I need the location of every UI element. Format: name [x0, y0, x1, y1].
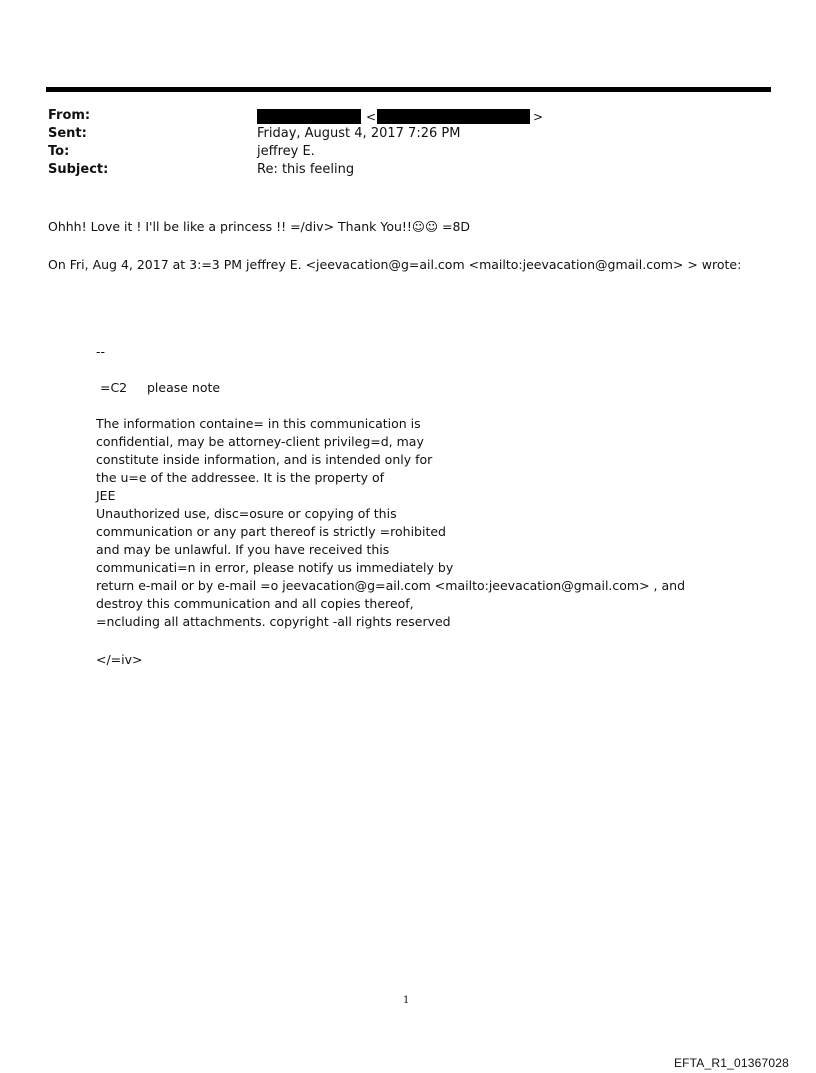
closing-tag: </=iv>	[96, 652, 143, 667]
bates-number: EFTA_R1_01367028	[673, 1056, 789, 1070]
disclaimer-line: JEE	[96, 488, 116, 503]
to-label: To:	[48, 144, 70, 159]
redacted-sender-name	[257, 109, 361, 124]
signature-separator: --	[96, 344, 106, 359]
sent-value: Friday, August 4, 2017 7:26 PM	[257, 126, 461, 141]
disclaimer-line: the u=e of the addressee. It is the property of	[96, 470, 385, 485]
quote-intro: On Fri, Aug 4, 2017 at 3:=3 PM jeffrey E. <jeevacation@g=ail.com <mailto:jeevacation@gmail.com> > wrote:	[48, 257, 742, 272]
subject-value: Re: this feeling	[257, 162, 355, 177]
disclaimer-line: The information containe= in this communication is	[96, 416, 421, 431]
redacted-sender-email	[377, 109, 530, 124]
disclaimer-line: return e-mail or by e-mail =o jeevacation@g=ail.com <mailto:jeevacation@gmail.com> , and	[96, 578, 686, 593]
from-open-bracket: <	[366, 110, 377, 124]
from-label: From:	[48, 108, 91, 123]
disclaimer-line: constitute inside information, and is intended only for	[96, 452, 433, 467]
disclaimer-line: =ncluding all attachments. copyright -all rights reserved	[96, 614, 451, 629]
disclaimer-line: and may be unlawful. If you have received this	[96, 542, 390, 557]
disclaimer-line: communication or any part thereof is strictly =rohibited	[96, 524, 446, 539]
disclaimer-line: destroy this communication and all copies thereof,	[96, 596, 414, 611]
from-close-bracket: >	[533, 110, 544, 124]
subject-label: Subject:	[48, 162, 109, 177]
page-number: 1	[403, 995, 410, 1006]
please-note: =C2 please note	[96, 380, 221, 395]
to-value: jeffrey E.	[257, 144, 315, 159]
message-line: Ohhh! Love it ! I'll be like a princess !! =/div> Thank You!!☺☺ =8D	[48, 219, 471, 234]
disclaimer-line: Unauthorized use, disc=osure or copying of this	[96, 506, 397, 521]
disclaimer-line: communicati=n in error, please notify us immediately by	[96, 560, 454, 575]
disclaimer-line: confidential, may be attorney-client privileg=d, may	[96, 434, 424, 449]
sent-label: Sent:	[48, 126, 87, 141]
header-rule	[46, 87, 771, 92]
